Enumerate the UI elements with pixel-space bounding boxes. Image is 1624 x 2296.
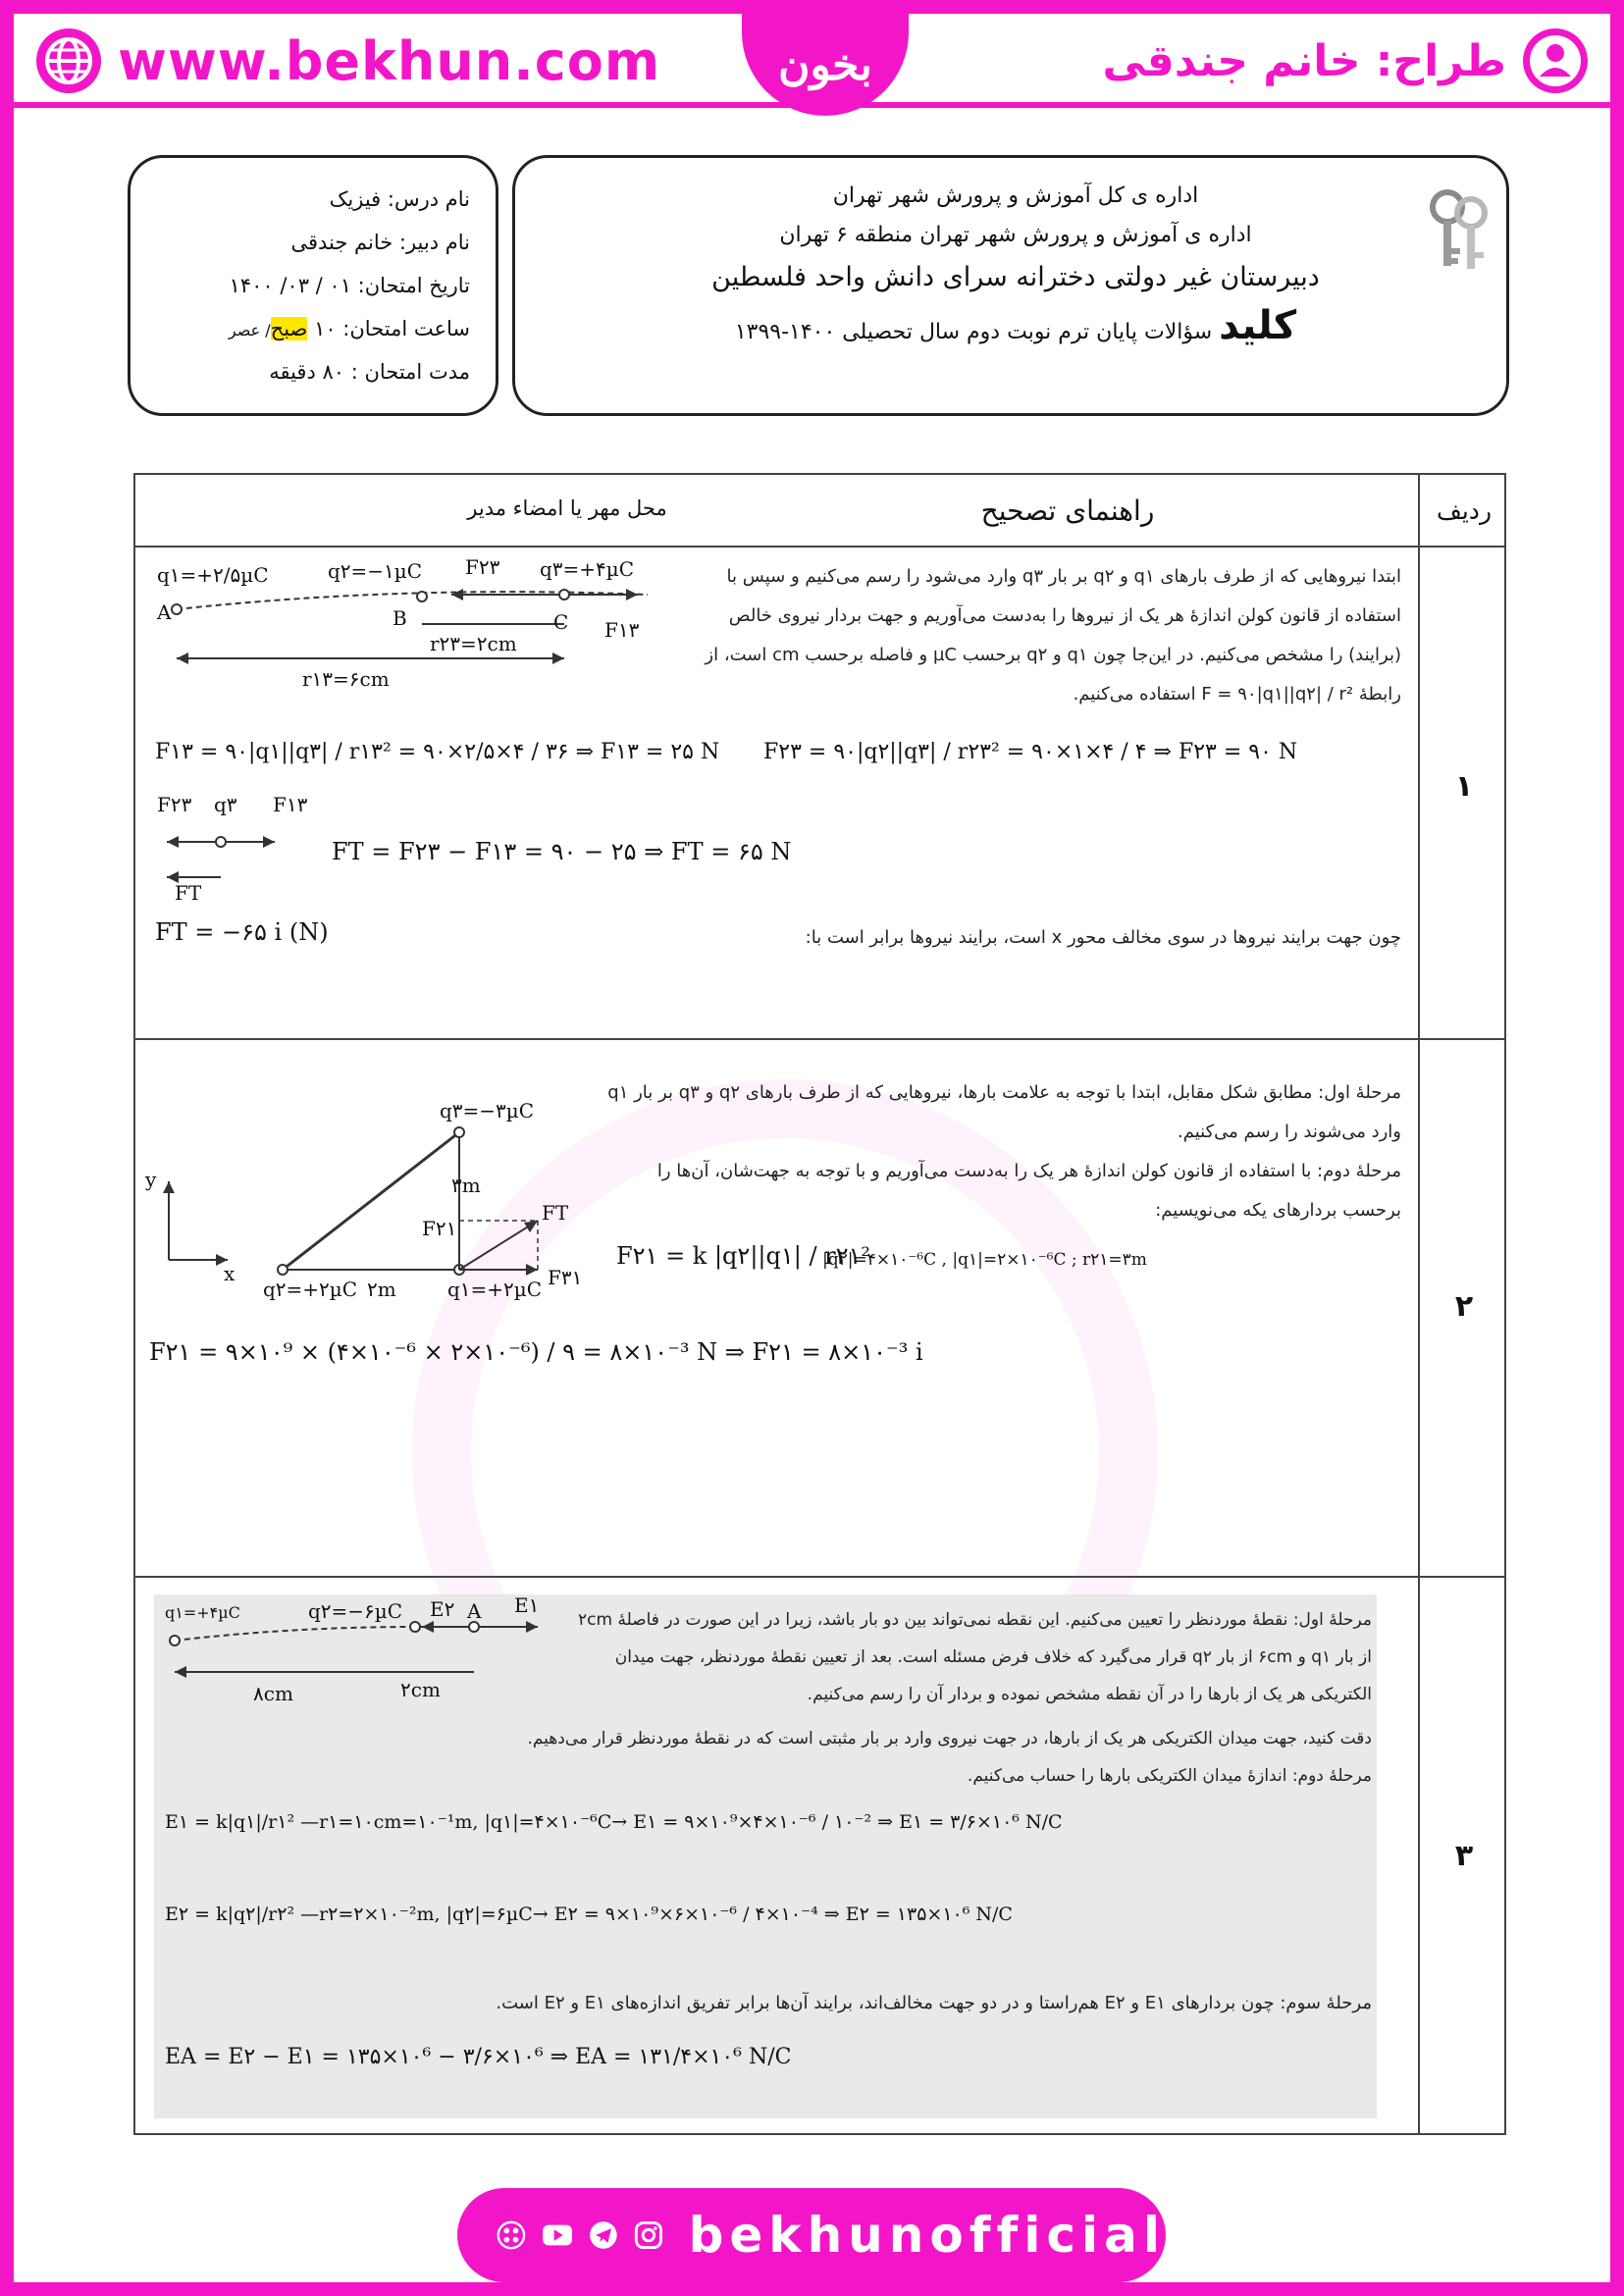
row-3-fig-2cm: ۲cm xyxy=(400,1678,441,1701)
row-3-step-3: مرحلهٔ سوم: چون بردارهای E۱ و E۲ هم‌راستا و در دو جهت مخالف‌اند، برایند آن‌ها برابر تفریق اندازه‌های E۱ و E۲ است. xyxy=(496,1993,1372,2013)
row-divider-1 xyxy=(135,1038,1504,1040)
row-2-step-1: مرحلهٔ اول: مطابق شکل مقابل، ابتدا با توجه به علامت بارها، نیروهایی که از طرف بارهای q۲ و q۳ بر بار q۱ وارد می‌شوند را رسم می‌کنیم. xyxy=(607,1082,1401,1142)
row-3-fig-8cm: ۸cm xyxy=(253,1682,293,1705)
user-icon xyxy=(1520,26,1591,96)
col-header-row: ردیف xyxy=(1436,496,1493,525)
row-3-step-2: مرحلهٔ دوم: اندازهٔ میدان الکتریکی بارها را حساب می‌کنیم. xyxy=(967,1766,1372,1786)
row-2-equation-coulomb: F۲۱ = k |q۲||q۱| / r۲۱² xyxy=(616,1242,871,1270)
row-2-charge-diagram xyxy=(273,1113,587,1289)
row-3-fig-A: A xyxy=(467,1599,482,1623)
row-1-equation-F23: F۲۳ = ۹۰|q۲||q۳| / r۲۳² = ۹۰×۱×۴ / ۴ ⇒ F۲۳ = ۹۰ N xyxy=(763,740,1298,764)
row-2-equation-result: F۲۱ = ۹×۱۰⁹ × (۴×۱۰⁻⁶ × ۲×۱۰⁻⁶) / ۹ = ۸×۱۰⁻³ N ⇒ F۲۱ = ۸×۱۰⁻³ i xyxy=(149,1338,923,1366)
row-2-fig-F31: F۳۱ xyxy=(548,1266,583,1289)
exam-time-morning: صبح xyxy=(270,317,308,340)
row-divider-2 xyxy=(135,1576,1504,1578)
row-1-fig-F23: F۲۳ xyxy=(465,555,500,579)
row-number-1: ۱ xyxy=(1454,769,1474,804)
youtube-icon[interactable] xyxy=(542,2210,573,2261)
teacher: نام دبیر: خانم جندقی xyxy=(290,231,470,254)
exam-title-text: سؤالات پایان ترم نوبت دوم سال تحصیلی ۱۴۰۰-۱۳۹۹ xyxy=(734,320,1213,344)
row-1-fig-F13-small: F۱۳ xyxy=(273,793,308,816)
brand-logo xyxy=(742,14,909,116)
row-2-fig-2m: ۲m xyxy=(367,1278,396,1301)
website-link[interactable] xyxy=(33,22,660,100)
social-handle[interactable]: bekhunofficial xyxy=(688,2207,1167,2264)
row-1-explanation: ابتدا نیروهایی که از طرف بارهای q۱ و q۲ بر بار q۳ وارد می‌شود را رسم می‌کنیم و سپس با استفاده از قانون کولن اندازهٔ هر یک از نیروها را به‌دست می‌آوریم و جهت بردار نیروی خالص (برایند) را مشخص می‌کنیم. در این‌جا چون q۱ و q۲ برحسب µC و فاصله برحسب cm است، از رابطهٔ F = ۹۰|q۱||q۲| / r² استفاده می‌کنیم. xyxy=(705,566,1401,704)
row-1-fig-q2: q۲=−۱µC xyxy=(328,559,423,583)
logo-text: بخون xyxy=(778,39,872,90)
school-name: دبیرستان غیر دولتی دخترانه سرای دانش واحد فلسطین xyxy=(711,262,1320,292)
row-2-axes-icon xyxy=(149,1172,237,1270)
designer-name: طراح: خانم جندقی xyxy=(1102,35,1506,86)
answer-table xyxy=(133,473,1506,2135)
row-number-3: ۳ xyxy=(1454,1839,1474,1873)
header-divider xyxy=(135,546,1504,548)
row-1-equation-FT: FT = F۲۳ − F۱۳ = ۹۰ − ۲۵ ⇒ FT = ۶۵ N xyxy=(332,838,792,865)
row-3-equation-E1: E۱ = k|q۱|/r۱² —r۱=۱۰cm=۱۰⁻¹m, |q۱|=۴×۱۰⁻⁶C→ E۱ = ۹×۱۰⁹×۴×۱۰⁻⁶ / ۱۰⁻² ⇒ E۱ = ۳/۶×۱۰⁶ N/C xyxy=(165,1811,1063,1833)
row-1-fig-F23-small: F۲۳ xyxy=(157,793,192,816)
row-3-fig-E1: E۱ xyxy=(514,1593,540,1617)
row-2-axis-x: x xyxy=(224,1262,236,1285)
row-3-note: دقت کنید، جهت میدان الکتریکی هر یک از بارها، در جهت نیروی وارد بر بار مثبتی است که در نقطهٔ موردنظر قرار می‌دهیم. xyxy=(527,1729,1372,1748)
row-3-fig-E2: E۲ xyxy=(430,1597,455,1621)
row-number-2: ۲ xyxy=(1454,1289,1474,1324)
row-2-fig-3m: ۳m xyxy=(451,1174,481,1197)
exam-title xyxy=(643,303,1388,348)
row-2-fig-Ft: FT xyxy=(542,1201,569,1225)
exam-time xyxy=(229,317,470,340)
row-1-fig-B: B xyxy=(393,606,407,630)
row-3-step-1: مرحلهٔ اول: نقطهٔ موردنظر را تعیین می‌کنیم. این نقطه نمی‌تواند بین دو بار باشد، زیرا در این صورت در فاصلهٔ ۲cm از بار q۱ و ۶cm از بار q۲ قرار می‌گیرد که خلاف فرض مسئله است. بعد از تعیین نقطهٔ موردنظر، جهت میدان الکتریکی هر یک از بارها را در آن نقطه مشخص نموده و بردار آن را رسم می‌کنیم. xyxy=(578,1610,1372,1704)
row-1-fig-C: C xyxy=(553,610,569,634)
designer-credit xyxy=(1102,22,1591,100)
row-1-equation-F13: F۱۳ = ۹۰|q۱||q۳| / r۱۳² = ۹۰×۲/۵×۴ / ۳۶ ⇒ F۱۳ = ۲۵ N xyxy=(155,740,720,764)
row-1-fig-q1: q۱=+۲/۵µC xyxy=(157,563,269,587)
org-line-2: اداره ی آموزش و پرورش شهر تهران منطقه ۶ تهران xyxy=(779,223,1252,247)
exam-date: تاریخ امتحان: ۰۱ / ۰۳/ ۱۴۰۰ xyxy=(229,274,470,297)
row-2-equation-condition: |q۲|=۴×۱۰⁻⁶C , |q۱|=۲×۱۰⁻⁶C ; r۲۱=۳m xyxy=(822,1250,1147,1270)
telegram-icon[interactable] xyxy=(589,2210,618,2261)
exam-time-prefix: ساعت امتحان: ۱۰ xyxy=(314,317,470,340)
globe-icon xyxy=(33,26,104,96)
row-1-fig-q3: q۳=+۴µC xyxy=(540,557,635,581)
row-2-step-2: مرحلهٔ دوم: با استفاده از قانون کولن اندازهٔ هر یک را به‌دست می‌آوریم و با توجه به جهت‌شان، آن‌ها را برحسب بردارهای یکه می‌نویسیم: xyxy=(656,1161,1401,1221)
row-1-fig-A: A xyxy=(157,600,172,624)
org-line-1: اداره ی کل آموزش و پرورش شهر تهران xyxy=(832,183,1199,208)
row-2-fig-q1: q۱=+۲µC xyxy=(447,1278,543,1301)
top-banner xyxy=(14,14,1610,108)
row-1-fig-F13: F۱۳ xyxy=(604,618,640,642)
exam-info-box xyxy=(128,155,498,416)
row-3-fig-q2: q۲=−۶µC xyxy=(308,1599,403,1623)
row-2-axis-y: y xyxy=(145,1168,157,1191)
col-header-guide: راهنمای تصحیح xyxy=(980,495,1155,527)
row-3-equation-E2: E۲ = k|q۲|/r۲² —r۲=۲×۱۰⁻²m, |q۲|=۶µC→ E۲ = ۹×۱۰⁹×۶×۱۰⁻⁶ / ۴×۱۰⁻⁴ ⇒ E۲ = ۱۳۵×۱۰⁶ N/C xyxy=(165,1904,1013,1925)
subject: نام درس: فیزیک xyxy=(329,187,470,211)
keys-icon xyxy=(1428,187,1493,276)
organization-box xyxy=(512,155,1509,416)
row-3-fig-q1: q۱=+۴µC xyxy=(165,1603,240,1622)
row-1-fig-FT: FT xyxy=(175,881,202,905)
row-3-equation-EA: EA = E۲ − E۱ = ۱۳۵×۱۰⁶ − ۳/۶×۱۰⁶ ⇒ EA = ۱۳۱/۴×۱۰⁶ N/C xyxy=(165,2045,792,2069)
row-2-fig-F21: F۲۱ xyxy=(422,1217,457,1240)
col-header-stamp: محل مهر یا امضاء مدیر xyxy=(467,496,667,520)
row-1-fig-r13: r۱۳=۶cm xyxy=(302,667,390,691)
row-2-fig-q3: q۳=−۳µC xyxy=(440,1099,535,1122)
website-text[interactable]: www.bekhun.com xyxy=(118,29,661,92)
answer-key-label: کلید xyxy=(1219,303,1297,348)
exam-time-suffix: / عصر xyxy=(228,321,271,339)
row-1-equation-FT-vector: FT = −۶۵ i (N) xyxy=(155,918,329,946)
row-1-fig-q3-small: q۳ xyxy=(214,793,237,816)
instagram-icon[interactable] xyxy=(634,2210,663,2261)
exam-duration: مدت امتحان : ۸۰ دقیقه xyxy=(269,360,470,384)
row-1-conclusion: چون جهت برایند نیروها در سوی مخالف محور x است، برایند نیروها برابر است با: xyxy=(805,927,1401,948)
social-footer[interactable] xyxy=(457,2188,1166,2282)
aparat-icon[interactable] xyxy=(497,2210,526,2261)
row-2-fig-q2: q۲=+۲µC xyxy=(263,1278,358,1301)
row-1-fig-r23: r۲۳=۲cm xyxy=(430,632,517,655)
